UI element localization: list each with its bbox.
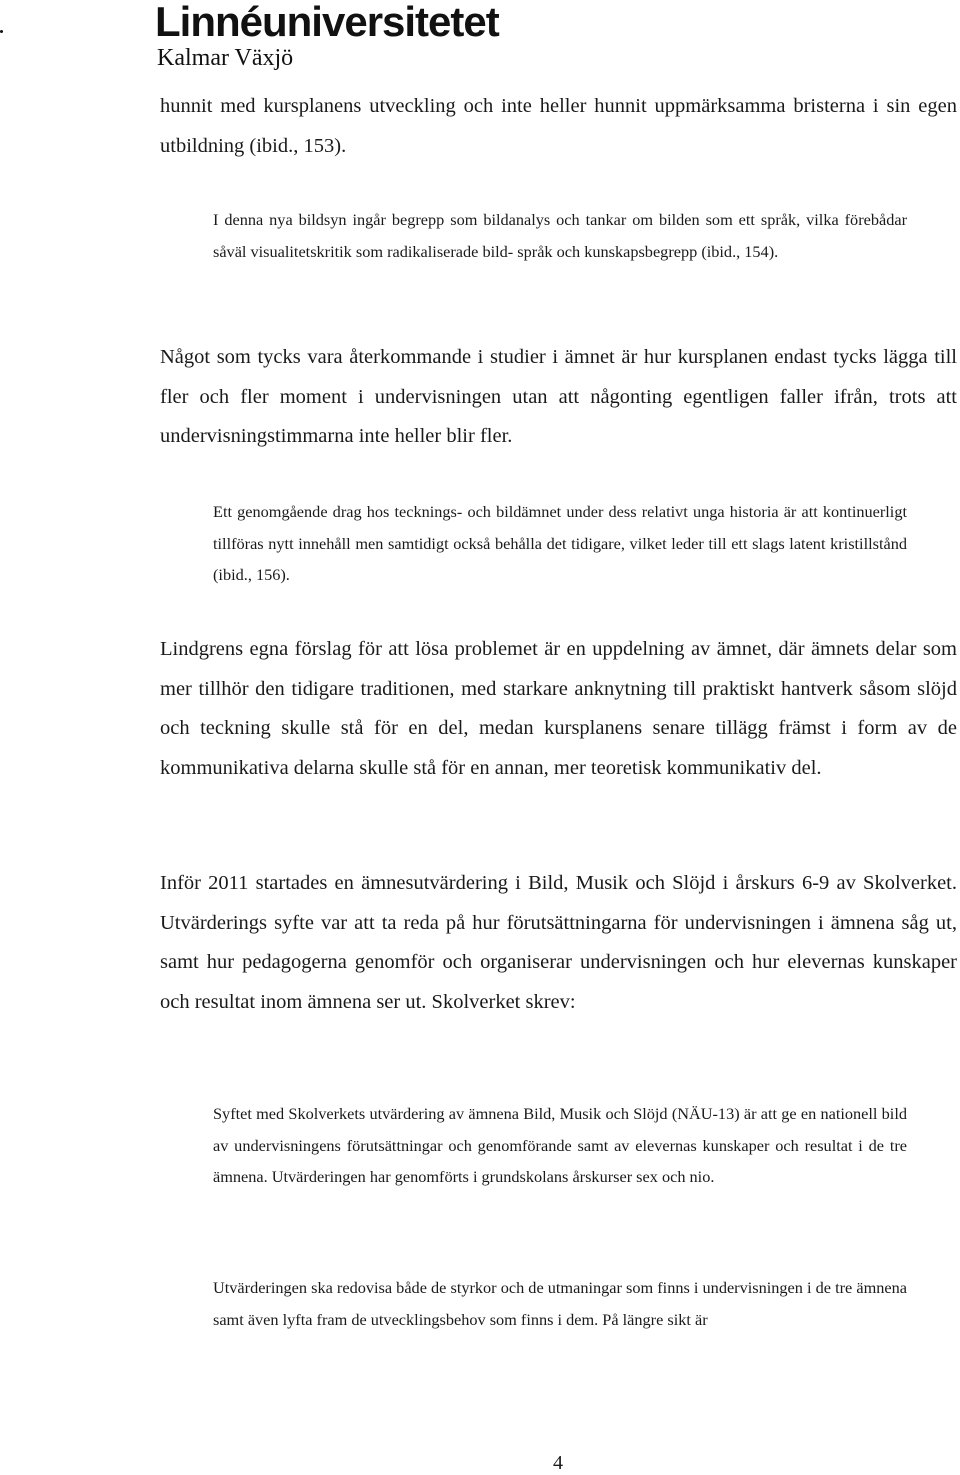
paragraph-skolverket: Inför 2011 startades en ämnesutvärdering i Bild, Musik och Slöjd i årskurs 6-9 av Skolverket. Utvärderings syfte var att ta reda på hur förutsättningarna för undervisningen i ämnena såg ut, samt hur pedagogerna genomför och organiserar undervisningen och hur elevernas kunskaper och resultat inom ämnena ser ut. Skolverket skrev: bbox=[160, 872, 957, 1013]
block-quote-1: I denna nya bildsyn ingår begrepp som bildanalys och tankar om bilden som ett språk, vilka förebådar såväl visualitetskritik som radikaliserade bild- språk och kunskapsbegrepp (ibid., 154). bbox=[213, 210, 907, 261]
page-edge-mark bbox=[0, 30, 3, 33]
block-quote-2: Ett genomgående drag hos tecknings- och bildämnet under dess relativt unga historia är att kontinuerligt tillföras nytt innehåll men samtidigt också behålla det tidigare, vilket leder till ett slags latent kristillstånd (ibid., 156). bbox=[213, 502, 907, 584]
logo-subtitle: Kalmar Växjö bbox=[157, 45, 294, 71]
page-number: 4 bbox=[553, 1452, 563, 1474]
logo-title: Linnéuniversitetet bbox=[155, 0, 499, 45]
block-quote-3: Syftet med Skolverkets utvärdering av ämnena Bild, Musik och Slöjd (NÄU-13) är att ge en nationell bild av undervisningens förutsättningar och genomförande samt av elevernas kunskaper och resultat i de tre ämnena. Utvärderingen har genomförts i grundskolans årskurser sex och nio. bbox=[213, 1104, 907, 1186]
paragraph-lindgren: Lindgrens egna förslag för att lösa problemet är en uppdelning av ämnet, där ämnets delar som mer tillhör den tidigare traditionen, med starkare anknytning till praktiskt hantverk såsom slöjd och teckning skulle stå för en del, medan kursplanens senare tillägg främst i form av de kommunikativa delarna skulle stå för en annan, mer teoretisk kommunikativ del. bbox=[160, 638, 957, 779]
paragraph-continuation: hunnit med kursplanens utveckling och inte heller hunnit uppmärksamma bristerna i sin egen utbildning (ibid., 153). bbox=[160, 95, 957, 157]
block-quote-4: Utvärderingen ska redovisa både de styrkor och de utmaningar som finns i undervisningen i de tre ämnena samt även lyfta fram de utvecklingsbehov som finns i dem. På längre sikt är bbox=[213, 1278, 907, 1329]
paragraph-recurring: Något som tycks vara återkommande i studier i ämnet är hur kursplanen endast tycks lägga till fler och fler moment i undervisningen utan att någonting egentligen faller ifrån, trots att undervisningstimmarna inte heller blir fler. bbox=[160, 346, 957, 447]
